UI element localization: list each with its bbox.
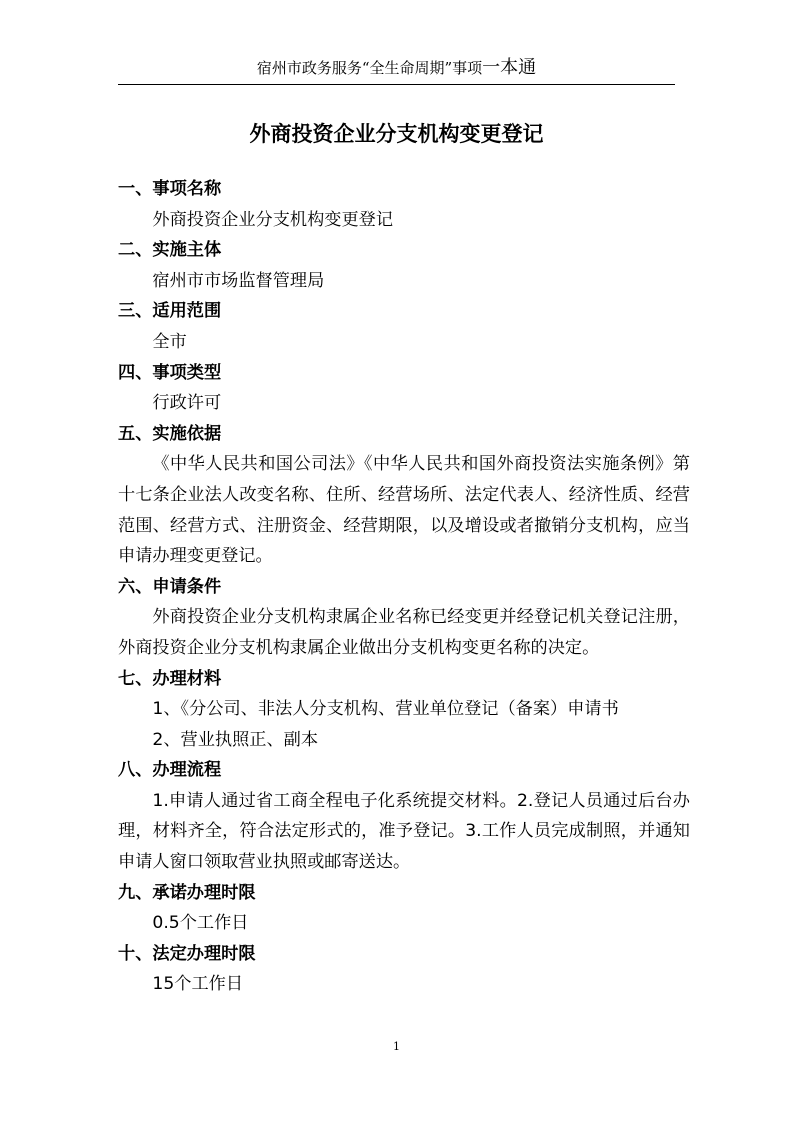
- section-conditions: [118, 572, 690, 664]
- header-rule: [118, 84, 675, 85]
- section-heading: 五、实施依据: [118, 423, 222, 444]
- section-text: 行政许可: [152, 393, 222, 414]
- section-legal-time: [118, 939, 690, 1000]
- document-body: [118, 174, 690, 1000]
- section-legal-basis: [118, 419, 690, 572]
- section-heading: 四、事项类型: [118, 362, 222, 383]
- header-text-emphasis: 一本通: [482, 57, 537, 78]
- section-heading: 三、适用范围: [118, 301, 222, 322]
- page-number: 1: [393, 1040, 400, 1053]
- section-scope: [118, 296, 690, 357]
- section-heading: 九、承诺办理时限: [118, 882, 256, 903]
- document-title: 外商投资企业分支机构变更登记: [249, 122, 544, 146]
- section-paragraph: 1.申请人通过省工商全程电子化系统提交材料。2.登记人员通过后台办理，材料齐全，符合法定形式的，准予登记。3.工作人员完成制照，并通知申请人窗口领取营业执照或邮寄送达。: [118, 790, 690, 873]
- section-heading: 十、法定办理时限: [118, 943, 256, 964]
- section-text: 宿州市市场监督管理局: [152, 270, 325, 291]
- section-heading: 二、实施主体: [118, 240, 222, 261]
- section-item-type: [118, 358, 690, 419]
- section-paragraph: 外商投资企业分支机构隶属企业名称已经变更并经登记机关登记注册，外商投资企业分支机构隶属企业做出分支机构变更名称的决定。: [118, 607, 690, 658]
- material-item: 1、《分公司、非法人分支机构、营业单位登记（备案）申请书: [152, 699, 619, 720]
- section-text: 全市: [152, 331, 187, 352]
- section-heading: 一、事项名称: [118, 179, 222, 199]
- section-item-name: [118, 174, 690, 235]
- section-process: [118, 755, 690, 877]
- section-heading: 七、办理材料: [118, 668, 222, 689]
- section-paragraph: 《中华人民共和国公司法》《中华人民共和国外商投资法实施条例》第十七条企业法人改变名称、住所、经营场所、法定代表人、经济性质、经营范围、经营方式、注册资金、经营期限，以及增设或者撤销分支机构，应当申请办理变更登记。: [118, 454, 690, 567]
- section-materials: [118, 664, 690, 756]
- section-text: 0.5个工作日: [152, 913, 249, 934]
- section-implementing-body: [118, 235, 690, 296]
- header-text: 宿州市政务服务“全生命周期”事项: [256, 59, 483, 77]
- section-heading: 八、办理流程: [118, 760, 222, 781]
- section-promised-time: [118, 878, 690, 939]
- material-item: 2、营业执照正、副本: [152, 729, 319, 750]
- section-text: 15个工作日: [152, 974, 244, 995]
- running-header: [0, 58, 793, 78]
- section-heading: 六、申请条件: [118, 576, 222, 597]
- section-text: 外商投资企业分支机构变更登记: [152, 209, 394, 230]
